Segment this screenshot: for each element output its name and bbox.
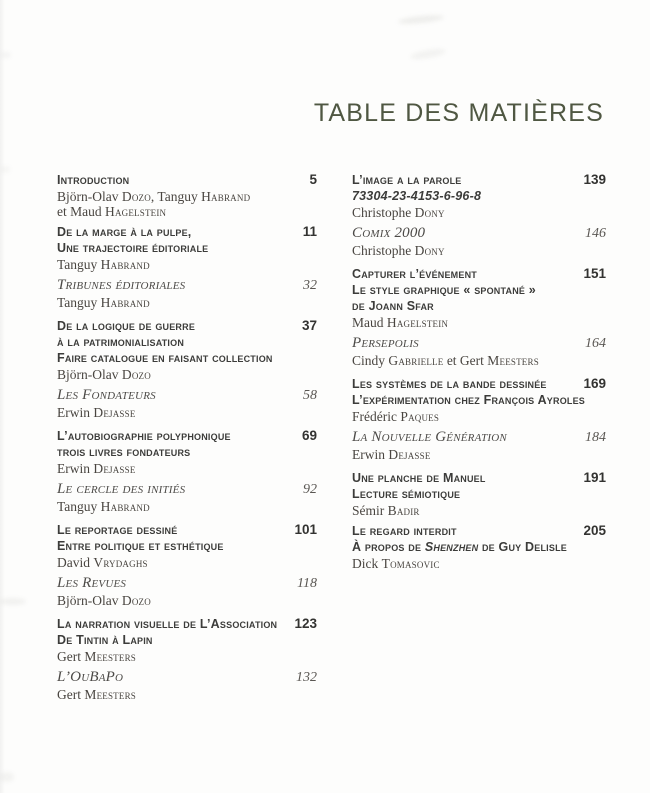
entry-authors xyxy=(57,405,317,420)
entry-authors xyxy=(352,205,606,220)
entry-title xyxy=(57,224,297,256)
entry-title-line xyxy=(352,392,586,408)
entry-author-line xyxy=(352,556,606,571)
entry-page-number: 101 xyxy=(294,522,317,537)
page-title: TABLE DES MATIÈRES xyxy=(313,98,604,127)
smallcaps-surname: Vrydaghs xyxy=(93,555,148,570)
entry-page-number: 146 xyxy=(585,226,606,241)
entry-title-line xyxy=(352,486,577,502)
toc-left-column xyxy=(57,172,317,710)
entry-author-line xyxy=(352,243,606,258)
text: Tanguy xyxy=(57,499,101,514)
entry-head xyxy=(57,387,317,404)
entry-authors xyxy=(352,409,606,424)
text: De la marge à la pulpe, xyxy=(57,225,192,239)
text: L’autobiographie polyphonique xyxy=(57,429,231,443)
text: Maud xyxy=(352,315,387,330)
scan-artifact xyxy=(0,598,26,605)
entry-author-line xyxy=(57,367,317,382)
text: Faire catalogue en faisant collection xyxy=(57,351,273,365)
entry-title xyxy=(57,522,288,554)
toc-entry xyxy=(57,172,317,219)
entry-title-line xyxy=(57,428,296,444)
smallcaps-surname: Habrand xyxy=(100,499,150,514)
smallcaps-surname: Tomasovic xyxy=(381,556,440,571)
entry-page-number: 132 xyxy=(296,670,317,685)
smallcaps-surname: Paques xyxy=(400,409,440,424)
toc-right-column xyxy=(352,172,606,710)
entry-head xyxy=(57,277,317,294)
entry-title-line xyxy=(57,481,297,498)
smallcaps-surname: Dozo xyxy=(121,189,151,204)
toc-entry xyxy=(352,225,606,258)
entry-head xyxy=(57,575,317,592)
text: Le cercle des initiés xyxy=(57,481,186,497)
text: Tanguy xyxy=(57,257,101,272)
entry-title xyxy=(57,616,288,648)
entry-page-number: 169 xyxy=(583,376,606,391)
entry-authors xyxy=(57,555,317,570)
entry-head xyxy=(352,172,606,204)
text: Le regard interdit xyxy=(352,524,457,538)
entry-title-line xyxy=(57,350,296,366)
text: David xyxy=(57,555,94,570)
toc-entry xyxy=(57,387,317,420)
entry-head xyxy=(57,428,317,460)
entry-head xyxy=(352,429,606,446)
text: Gert xyxy=(57,649,85,664)
toc-entry xyxy=(352,266,606,330)
entry-title-line xyxy=(57,318,296,334)
text: L’expérimentation chez François Ayroles xyxy=(352,393,586,407)
scan-artifact xyxy=(1,166,10,173)
entry-author-line xyxy=(57,593,317,608)
smallcaps-surname: Hagelstein xyxy=(386,315,449,330)
entry-author-line xyxy=(352,447,606,462)
scan-edge-shadow xyxy=(0,0,5,793)
text: trois livres fondateurs xyxy=(57,445,191,459)
text: Le style graphique « spontané » xyxy=(352,283,536,297)
smallcaps-surname: Meesters xyxy=(487,353,539,368)
entry-title xyxy=(352,335,579,352)
text: Les Revues xyxy=(57,575,127,591)
entry-title xyxy=(352,266,577,314)
text: Capturer l’événement xyxy=(352,267,477,281)
italic-text: Shenzhen xyxy=(424,540,479,554)
smallcaps-surname: Badir xyxy=(387,503,420,518)
entry-page-number: 151 xyxy=(583,266,606,281)
text: Björn-Olav xyxy=(57,367,122,382)
entry-page-number: 32 xyxy=(303,278,317,293)
entry-title xyxy=(57,172,303,188)
text: Dick xyxy=(352,556,382,571)
text: Christophe xyxy=(352,205,415,220)
entry-author-line xyxy=(57,555,317,570)
text: L’image a la parole xyxy=(352,173,462,187)
entry-title xyxy=(57,387,297,404)
text: Le reportage dessiné xyxy=(57,523,178,537)
smallcaps-surname: Dony xyxy=(414,205,445,220)
entry-authors xyxy=(57,295,317,310)
entry-author-line xyxy=(352,503,606,518)
entry-title-line xyxy=(57,444,296,460)
entry-title-line xyxy=(57,277,297,294)
toc-entry xyxy=(57,428,317,476)
smallcaps-surname: Hagelstein xyxy=(105,204,167,219)
entry-title-line xyxy=(57,616,288,632)
toc-entry xyxy=(352,376,606,424)
entry-title xyxy=(57,575,291,592)
entry-title-line xyxy=(352,172,577,188)
toc-entry xyxy=(57,481,317,514)
smallcaps-surname: Dejasse xyxy=(93,405,136,420)
text: Les Fondateurs xyxy=(57,387,156,403)
entry-authors xyxy=(352,556,606,571)
entry-head xyxy=(352,523,606,555)
entry-author-line xyxy=(57,204,317,219)
toc-entry xyxy=(352,335,606,368)
entry-title-line xyxy=(57,669,290,686)
text: À propos de xyxy=(352,540,425,554)
toc-entry xyxy=(352,523,606,571)
entry-authors xyxy=(57,461,317,476)
entry-page-number: 191 xyxy=(583,470,606,485)
entry-title-line xyxy=(352,225,579,242)
toc-entry xyxy=(57,277,317,310)
text: Sémir xyxy=(352,503,388,518)
toc-entry xyxy=(57,575,317,608)
smallcaps-surname: Meesters xyxy=(84,649,136,664)
entry-page-number: 92 xyxy=(303,482,317,497)
text: et Gert xyxy=(443,353,488,368)
entry-page-number: 139 xyxy=(583,172,606,187)
text: , Tanguy xyxy=(150,189,202,204)
toc-entry xyxy=(352,429,606,462)
text: La narration visuelle de L’Association xyxy=(57,617,278,631)
entry-page-number: 69 xyxy=(301,428,317,443)
entry-title-line xyxy=(352,335,579,352)
entry-head xyxy=(57,616,317,648)
text: à la patrimonialisation xyxy=(57,335,185,349)
entry-authors xyxy=(352,503,606,518)
scan-artifact xyxy=(1,52,11,58)
text: Björn-Olav xyxy=(57,189,122,204)
text: Persepolis xyxy=(352,335,419,351)
entry-title-line xyxy=(352,470,577,486)
entry-head xyxy=(57,224,317,256)
entry-title-line xyxy=(352,429,579,446)
smallcaps-surname: Dozo xyxy=(121,367,151,382)
entry-head xyxy=(57,481,317,498)
entry-title xyxy=(57,277,297,294)
entry-page-number: 58 xyxy=(303,388,317,403)
entry-title xyxy=(57,428,296,460)
entry-author-line xyxy=(352,205,606,220)
entry-author-line xyxy=(57,499,317,514)
entry-head xyxy=(57,318,317,366)
entry-head xyxy=(57,522,317,554)
text: Christophe xyxy=(352,243,415,258)
text: de Guy Delisle xyxy=(478,540,567,554)
text: Tribunes éditoriales xyxy=(57,277,186,293)
text: de Joann Sfar xyxy=(352,299,434,313)
entry-author-line xyxy=(57,405,317,420)
text: Erwin xyxy=(57,461,94,476)
entry-title xyxy=(352,470,577,502)
entry-author-line xyxy=(57,687,317,702)
text: Erwin xyxy=(57,405,94,420)
entry-authors xyxy=(57,367,317,382)
entry-head xyxy=(352,335,606,352)
entry-page-number: 205 xyxy=(583,523,606,538)
entry-title-line xyxy=(57,240,297,256)
text: Une trajectoire éditoriale xyxy=(57,241,209,255)
text: Les systèmes de la bande dessinée xyxy=(352,377,547,391)
italic-text: 73304-23-4153-6-96-8 xyxy=(352,189,482,203)
toc-entry xyxy=(352,172,606,220)
entry-title-line xyxy=(57,538,288,554)
text: Lecture sémiotique xyxy=(352,487,461,501)
toc-entry xyxy=(57,522,317,570)
entry-author-line xyxy=(57,649,317,664)
entry-author-line xyxy=(57,295,317,310)
entry-authors xyxy=(57,189,317,219)
text: Frédéric xyxy=(352,409,401,424)
smallcaps-surname: Habrand xyxy=(201,189,251,204)
entry-author-line xyxy=(57,461,317,476)
entry-title xyxy=(352,225,579,242)
entry-title xyxy=(352,376,586,408)
entry-title xyxy=(57,481,297,498)
scan-artifact xyxy=(0,772,14,782)
text: L’OuBaPo xyxy=(57,669,124,685)
entry-authors xyxy=(352,353,606,368)
entry-author-line xyxy=(57,189,317,204)
entry-author-line xyxy=(352,409,606,424)
entry-title xyxy=(57,669,290,686)
smallcaps-surname: Habrand xyxy=(100,295,150,310)
entry-title-line xyxy=(352,266,577,282)
smallcaps-surname: Gabrielle xyxy=(388,353,444,368)
toc-entry xyxy=(352,470,606,518)
entry-head xyxy=(57,172,317,188)
entry-title xyxy=(352,429,579,446)
text: Gert xyxy=(57,687,85,702)
entry-title-line xyxy=(57,575,291,592)
smallcaps-surname: Meesters xyxy=(84,687,136,702)
entry-title-line xyxy=(352,282,577,298)
entry-title xyxy=(352,523,577,555)
entry-title-line xyxy=(57,172,303,188)
text: et Maud xyxy=(57,204,105,219)
entry-authors xyxy=(57,687,317,702)
entry-head xyxy=(352,225,606,242)
entry-page-number: 5 xyxy=(309,172,317,187)
entry-title xyxy=(57,318,296,366)
toc-entry xyxy=(57,669,317,702)
entry-title-line xyxy=(352,376,577,392)
smallcaps-surname: Habrand xyxy=(100,257,150,272)
entry-title-line xyxy=(57,387,297,404)
smallcaps-surname: Dony xyxy=(414,243,445,258)
entry-title-line xyxy=(57,632,288,648)
text: Entre politique et esthétique xyxy=(57,539,224,553)
text: De la logique de guerre xyxy=(57,319,196,333)
toc-entry xyxy=(57,224,317,272)
entry-authors xyxy=(57,649,317,664)
text: Introduction xyxy=(57,173,130,187)
entry-title-line xyxy=(352,539,577,555)
text: Comix 2000 xyxy=(352,225,426,241)
entry-page-number: 123 xyxy=(294,616,317,631)
toc-columns xyxy=(57,172,606,710)
smallcaps-surname: Dozo xyxy=(121,593,151,608)
entry-authors xyxy=(57,499,317,514)
text: Erwin xyxy=(352,447,389,462)
entry-head xyxy=(57,669,317,686)
entry-head xyxy=(352,470,606,502)
entry-title-line xyxy=(57,522,288,538)
entry-page-number: 37 xyxy=(301,318,317,333)
text: Björn-Olav xyxy=(57,593,122,608)
entry-page-number: 184 xyxy=(585,430,606,445)
toc-entry xyxy=(57,616,317,664)
entry-author-line xyxy=(57,257,317,272)
text: De Tintin à Lapin xyxy=(57,633,153,647)
entry-authors xyxy=(352,315,606,330)
text: La Nouvelle Génération xyxy=(352,429,507,445)
entry-page-number: 164 xyxy=(585,336,606,351)
entry-page-number: 11 xyxy=(302,224,317,239)
entry-authors xyxy=(57,593,317,608)
entry-author-line xyxy=(352,353,606,368)
smallcaps-surname: Dejasse xyxy=(388,447,431,462)
entry-title-line xyxy=(352,188,577,204)
entry-title-line xyxy=(57,224,297,240)
entry-authors xyxy=(352,447,606,462)
entry-title-line xyxy=(352,523,577,539)
entry-head xyxy=(352,376,606,408)
text: Cindy xyxy=(352,353,389,368)
entry-title-line xyxy=(57,334,296,350)
entry-head xyxy=(352,266,606,314)
scan-artifact xyxy=(398,14,444,26)
entry-authors xyxy=(57,257,317,272)
entry-page-number: 118 xyxy=(297,576,317,591)
text: Une planche de Manuel xyxy=(352,471,486,485)
entry-authors xyxy=(352,243,606,258)
entry-author-line xyxy=(352,315,606,330)
text: Tanguy xyxy=(57,295,101,310)
scan-artifact xyxy=(410,47,447,61)
smallcaps-surname: Dejasse xyxy=(93,461,136,476)
entry-title-line xyxy=(352,298,577,314)
entry-title xyxy=(352,172,577,204)
toc-entry xyxy=(57,318,317,382)
